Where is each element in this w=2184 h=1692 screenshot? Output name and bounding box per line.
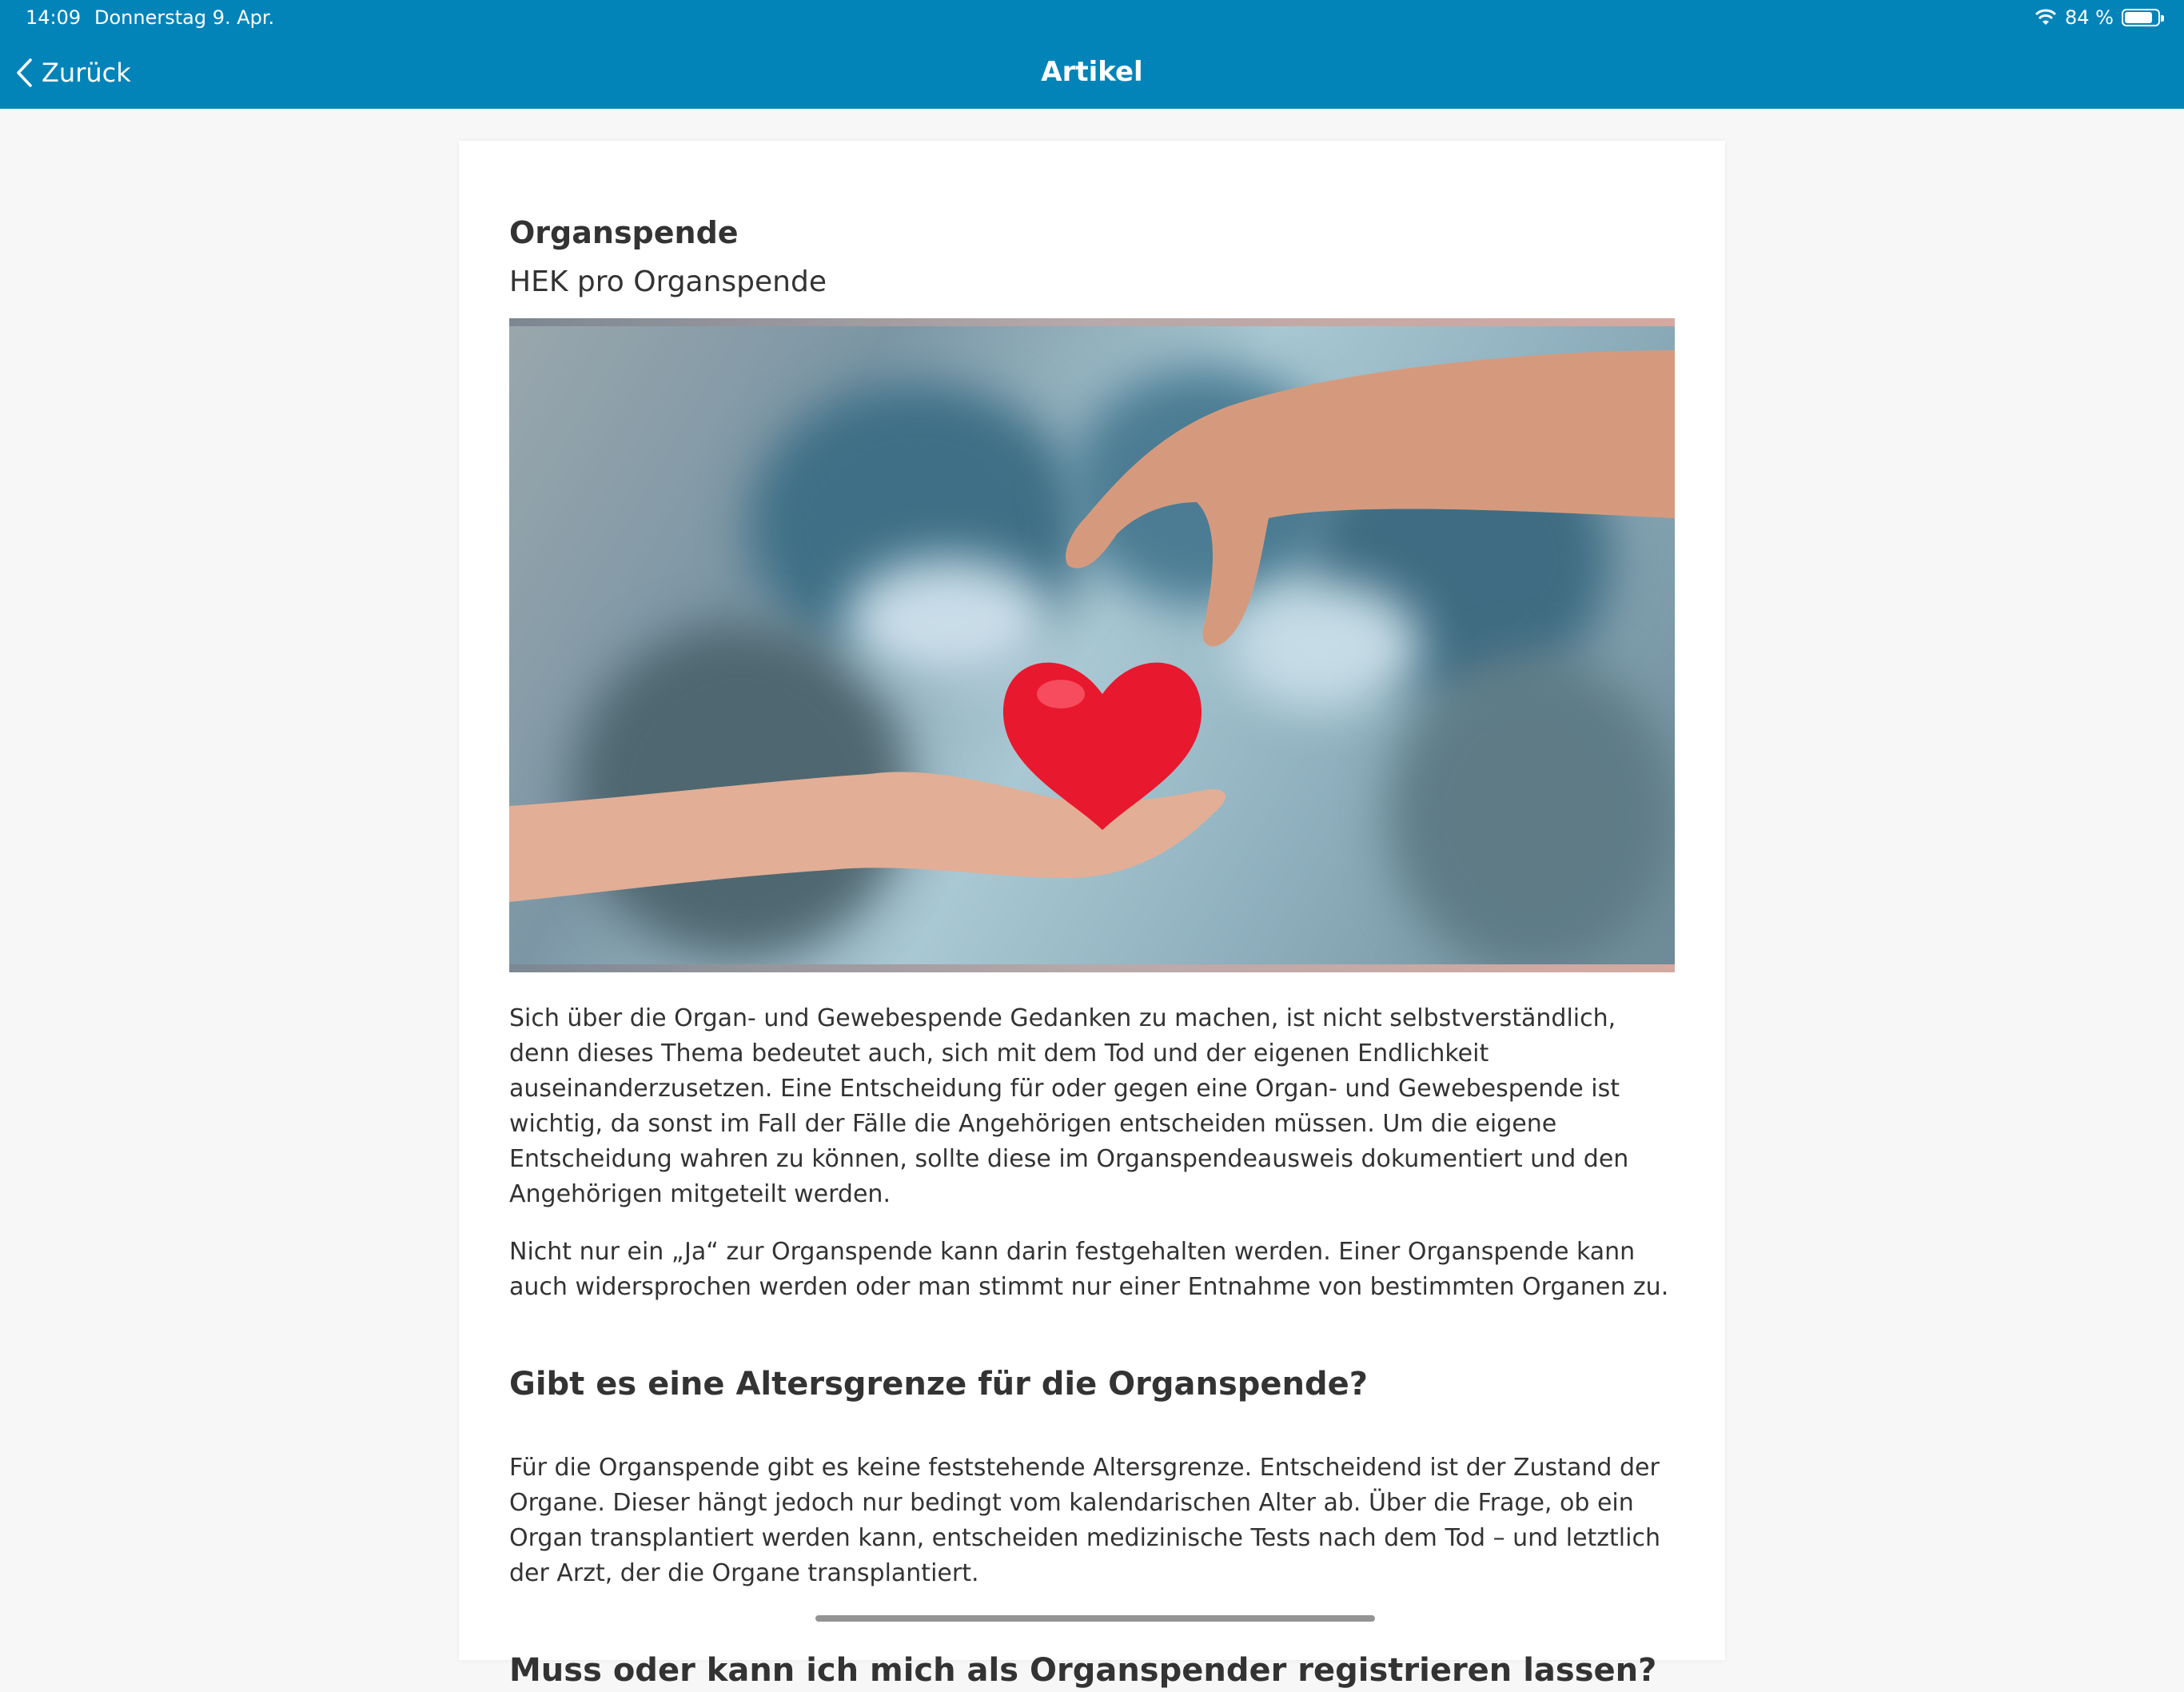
back-label: Zurück — [42, 58, 131, 88]
article-hero-image — [509, 318, 1675, 972]
page-title: Artikel — [1041, 56, 1143, 88]
battery-icon — [2122, 9, 2160, 26]
article-heading-registration: Muss oder kann ich mich als Organspender registrieren lassen? — [509, 1652, 1657, 1689]
article-content — [509, 213, 1675, 1692]
status-right — [2035, 6, 2160, 29]
status-time: 14:09 — [26, 6, 82, 29]
article-card — [459, 141, 1725, 1689]
article-paragraph-2: Nicht nur ein „Ja“ zur Organspende kann darin festgehalten werden. Einer Organspende kann auch widersprochen werden oder man stimmt nur einer Entnahme von bestimmten Organen zu. — [509, 1238, 1669, 1301]
battery-percent: 84 % — [2065, 6, 2114, 29]
home-indicator[interactable] — [815, 1615, 1375, 1622]
status-date: Donnerstag 9. Apr. — [94, 6, 275, 29]
article-paragraph-3: Für die Organspende gibt es keine feststehende Altersgrenze. Entscheidend ist der Zustand der Organe. Dieser hängt jedoch nur bedingt vom kalendarischen Alter ab. Über die Frage, ob ein Organ transplantiert werden kann, entscheiden medizinische Tests nach dem Tod – und letztlich der Arzt, der die Organe transplantiert. — [509, 1454, 1660, 1587]
wifi-icon — [2035, 9, 2057, 26]
article-subtitle: HEK pro Organspende — [509, 265, 827, 298]
hands-heart-illustration — [509, 318, 1675, 972]
article-heading-age-limit: Gibt es eine Altersgrenze für die Organspende? — [509, 1366, 1368, 1403]
top-bar — [0, 0, 2184, 109]
battery-fill — [2125, 12, 2152, 23]
image-bottom-band — [509, 964, 1675, 972]
article-paragraph-1: Sich über die Organ- und Gewebespende Gedanken zu machen, ist nicht selbstverständlich, denn dieses Thema bedeutet auch, sich mit dem Tod und der eigenen Endlichkeit auseinanderzusetzen. Eine Entscheidung für oder gegen eine Organ- und Gewebespende ist wichtig, da sonst im Fall der Fälle die Angehörigen entscheiden müssen. Um die eigene Entscheidung wahren zu können, sollte diese im Organspendeausweis dokumentiert und den Angehörigen mitgeteilt werden. — [509, 1004, 1629, 1208]
article-title: Organspende — [509, 215, 739, 250]
